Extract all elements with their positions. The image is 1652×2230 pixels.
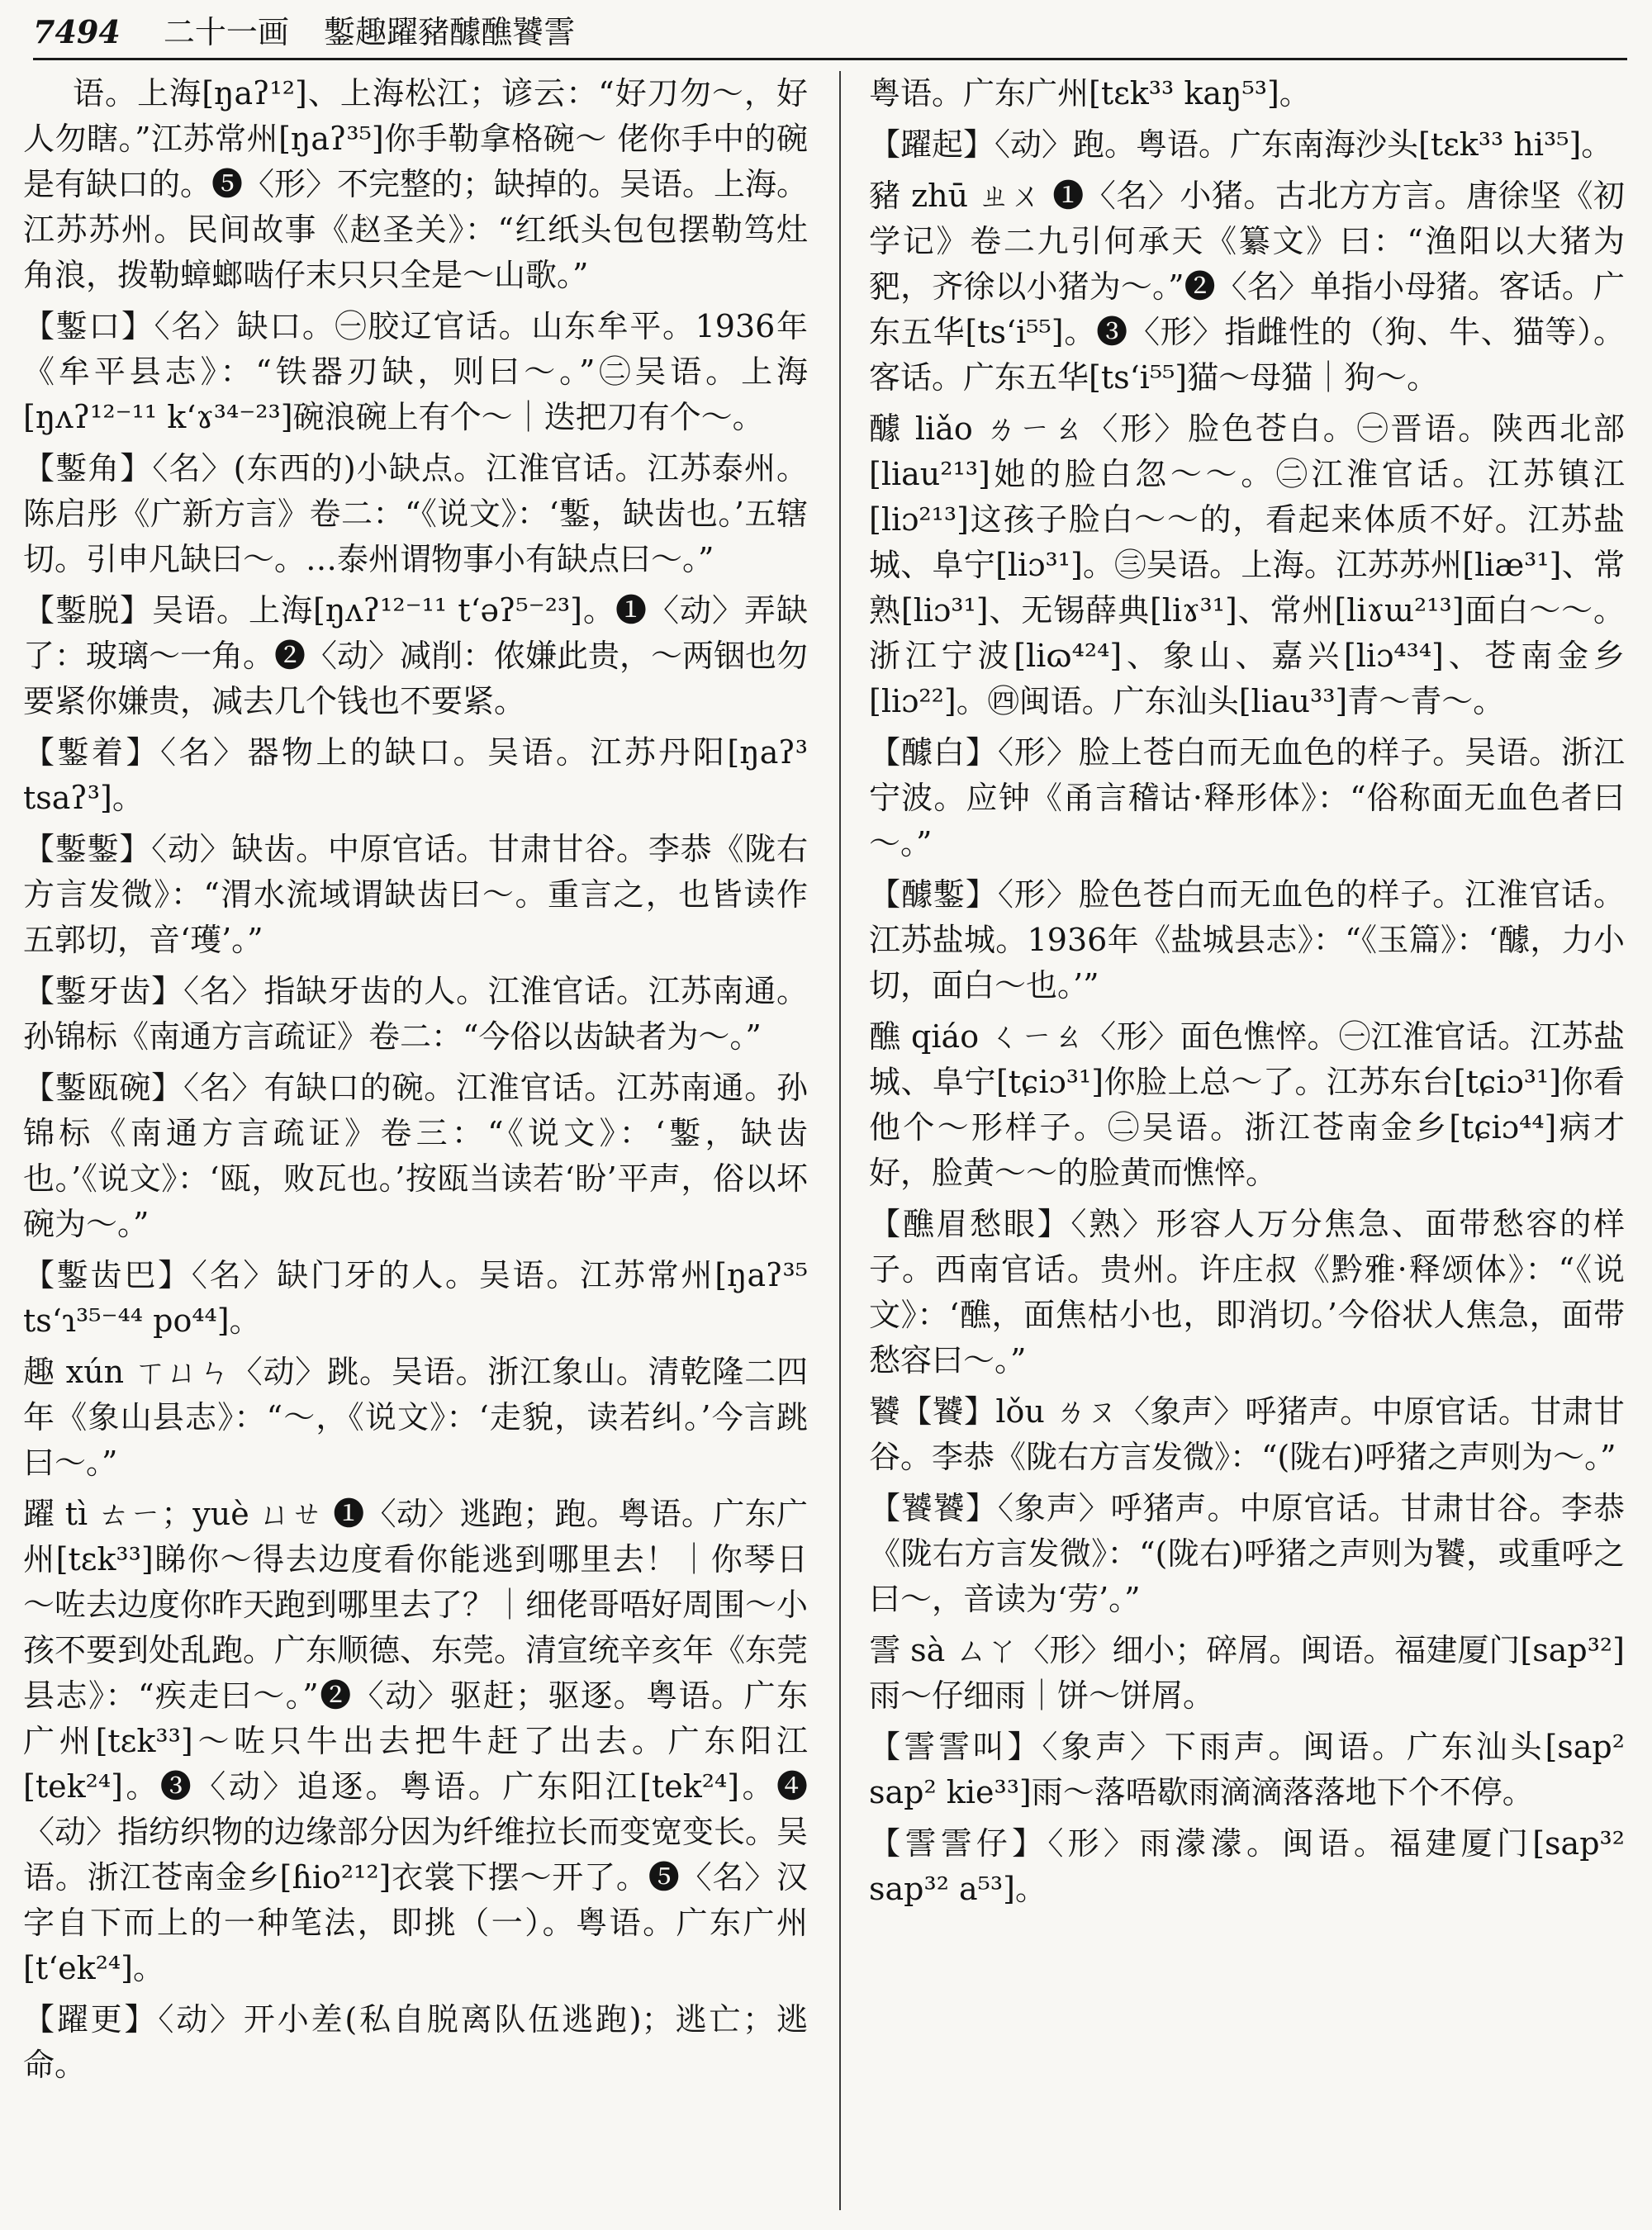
subentry: 【霅霅仔】〈形〉雨濛濛。闽语。福建厦门[sap³² sap³² a⁵³]。	[869, 1825, 1625, 1907]
continued-entry: 语。上海[ŋaʔ¹²]、上海松江；谚云：“好刀勿～，好人勿瞎。”江苏常州[ŋaʔ³⁵]你手勒拿格碗～ 佬你手中的碗是有缺口的。❺〈形〉不完整的；缺掉的。吴语。上海。江苏苏州。民间故事《赵圣关》：“红纸头包包摆勒笃灶角浪，拨勒蟑螂啮仔末只只全是～山歌。”	[23, 75, 808, 293]
head-entry: 醮 qiáo ㄑㄧㄠ〈形〉面色憔悴。㊀江淮官话。江苏盐城、阜宁[tɕiɔ³¹]你脸上总～了。江苏东台[tɕiɔ³¹]你看他个～形样子。㊁吴语。浙江苍南金乡[tɕiɔ⁴⁴]病才好，脸黄～～的脸黄而憔悴。	[869, 1018, 1625, 1191]
stroke-section: 二十一画	[163, 14, 289, 50]
head-entry: 躍 tì ㄊㄧ；yuè ㄩㄝ ❶〈动〉逃跑；跑。粤语。广东广州[tɛk³³]睇你～得去边度看你能逃到哪里去！｜你琴日～咗去边度你昨天跑到哪里去了？｜细佬哥唔好周围～小孩不要到处乱跑。广东顺德、东莞。清宣统辛亥年《东莞县志》：“疾走曰～。”❷〈动〉驱赶；驱逐。粤语。广东广州[tɛk³³]～咗只牛出去把牛赶了出去。广东阳江[tek²⁴]。❸〈动〉追逐。粤语。广东阳江[tek²⁴]。❹〈动〉指纺织物的边缘部分因为纤维拉长而变宽变长。吴语。浙江苍南金乡[ɦio²¹²]衣裳下摆～开了。❺〈名〉汉字自下而上的一种笔法，即挑（一）。粤语。广东广州[t‘ek²⁴]。	[23, 1496, 808, 1986]
header-characters: 鏨趣躍豬醵醮饕霅	[323, 14, 575, 50]
subentry: 【躍更】〈动〉开小差(私自脱离队伍逃跑)；逃亡；逃命。	[23, 2001, 808, 2083]
column-divider	[839, 71, 841, 2210]
right-column	[869, 71, 1625, 2218]
subentry: 【醵白】〈形〉脸上苍白而无血色的样子。吴语。浙江宁波。应钟《甬言稽诂·释形体》：“俗称面无血色者曰～。”	[869, 734, 1625, 861]
head-entry: 霅 sà ㄙㄚ〈形〉细小；碎屑。闽语。福建厦门[sap³²]雨～仔细雨｜饼～饼屑。	[869, 1632, 1625, 1714]
head-entry: 趣 xún ㄒㄩㄣ〈动〉跳。吴语。浙江象山。清乾隆二四年《象山县志》：“～，《说文》：‘走貌，读若纠。’今言跳曰～。”	[23, 1354, 808, 1481]
subentry: 【鏨齿巴】〈名〉缺门牙的人。吴语。江苏常州[ŋaʔ³⁵ ts‘ɿ³⁵⁻⁴⁴ po⁴⁴]。	[23, 1257, 808, 1339]
subentry: 【鏨脱】吴语。上海[ŋʌʔ¹²⁻¹¹ t‘əʔ⁵⁻²³]。❶〈动〉弄缺了：玻璃～一角。❷〈动〉减削：侬嫌此贵，～两铟也勿要紧你嫌贵，减去几个钱也不要紧。	[23, 592, 808, 719]
subentry: 【霅霅叫】〈象声〉下雨声。闽语。广东汕头[sap² sap² kie³³]雨～落唔歇雨滴滴落落地下个不停。	[869, 1729, 1625, 1810]
subentry: 【醵鏨】〈形〉脸色苍白而无血色的样子。江淮官话。江苏盐城。1936年《盐城县志》：“《玉篇》：‘醵，力小切，面白～也。’”	[869, 876, 1625, 1004]
subentry: 【鏨着】〈名〉器物上的缺口。吴语。江苏丹阳[ŋaʔ³ tsaʔ³]。	[23, 734, 808, 816]
subentry: 【鏨角】〈名〉(东西的)小缺点。江淮官话。江苏泰州。陈启彤《广新方言》卷二：“《说文》：‘鏨，缺齿也。’五辖切。引申凡缺曰～。…泰州谓物事小有缺点曰～。”	[23, 450, 808, 577]
subentry: 【鏨鏨】〈动〉缺齿。中原官话。甘肃甘谷。李恭《陇右方言发微》：“渭水流域谓缺齿曰～。重言之，也皆读作五郭切，音‘瓁’。”	[23, 831, 808, 958]
page-number: 7494	[33, 13, 121, 50]
continued-entry: 粤语。广东广州[tɛk³³ kaŋ⁵³]。	[869, 75, 1311, 112]
subentry: 【鏨瓯碗】〈名〉有缺口的碗。江淮官话。江苏南通。孙锦标《南通方言疏证》卷三：“《说文》：‘鏨，缺齿也。’《说文》：‘瓯，败瓦也。’按瓯当读若‘盼’平声，俗以坏碗为～。”	[23, 1070, 808, 1242]
page-header	[33, 7, 1627, 60]
subentry: 【躍起】〈动〉跑。粤语。广东南海沙头[tɛk³³ hi³⁵]。	[869, 126, 1613, 163]
subentry: 【鏨牙齿】〈名〉指缺牙齿的人。江淮官话。江苏南通。孙锦标《南通方言疏证》卷二：“今俗以齿缺者为～。”	[23, 973, 808, 1055]
subentry: 【饕饕】〈象声〉呼猪声。中原官话。甘肃甘谷。李恭《陇右方言发微》：“(陇右)呼猪之声则为饕，或重呼之曰～，音读为‘劳’。”	[869, 1490, 1625, 1617]
head-entry: 饕【饕】lǒu ㄌㄡ〈象声〉呼猪声。中原官话。甘肃甘谷。李恭《陇右方言发微》：“(陇右)呼猪之声则为～。”	[869, 1393, 1625, 1475]
head-entry: 豬 zhū ㄓㄨ ❶〈名〉小猪。古北方方言。唐徐坚《初学记》卷二九引何承天《纂文》曰：“渔阳以大猪为豝，齐徐以小猪为～。”❷〈名〉单指小母猪。客话。广东五华[ts‘i⁵⁵]。❸〈形〉指雌性的（狗、牛、猫等）。客话。广东五华[ts‘i⁵⁵]猫～母猫｜狗～。	[869, 178, 1625, 396]
subentry: 【鏨口】〈名〉缺口。㊀胶辽官话。山东牟平。1936年《牟平县志》：“铁器刃缺，则曰～。”㊁吴语。上海[ŋʌʔ¹²⁻¹¹ k‘ɤ³⁴⁻²³]碗浪碗上有个～｜迭把刀有个～。	[23, 308, 808, 435]
left-column	[23, 71, 808, 2218]
head-entry: 醵 liǎo ㄌㄧㄠ〈形〉脸色苍白。㊀晋语。陕西北部[liau²¹³]她的脸白忽～～。㊁江淮官话。江苏镇江[liɔ²¹³]这孩子脸白～～的，看起来体质不好。江苏盐城、阜宁[liɔ³¹]。㊂吴语。上海。江苏苏州[liæ³¹]、常熟[liɔ³¹]、无锡薛典[liɤ³¹]、常州[liɤɯ²¹³]面白～～。浙江宁波[liɷ⁴²⁴]、象山、嘉兴[liɔ⁴³⁴]、苍南金乡[liɔ²²]。㊃闽语。广东汕头[liau³³]青～青～。	[869, 410, 1625, 719]
subentry: 【醮眉愁眼】〈熟〉形容人万分焦急、面带愁容的样子。西南官话。贵州。许庄叔《黔雅·释颂体》：“《说文》：‘醮，面焦枯小也，即消切。’今俗状人焦急，面带愁容曰～。”	[869, 1206, 1625, 1378]
